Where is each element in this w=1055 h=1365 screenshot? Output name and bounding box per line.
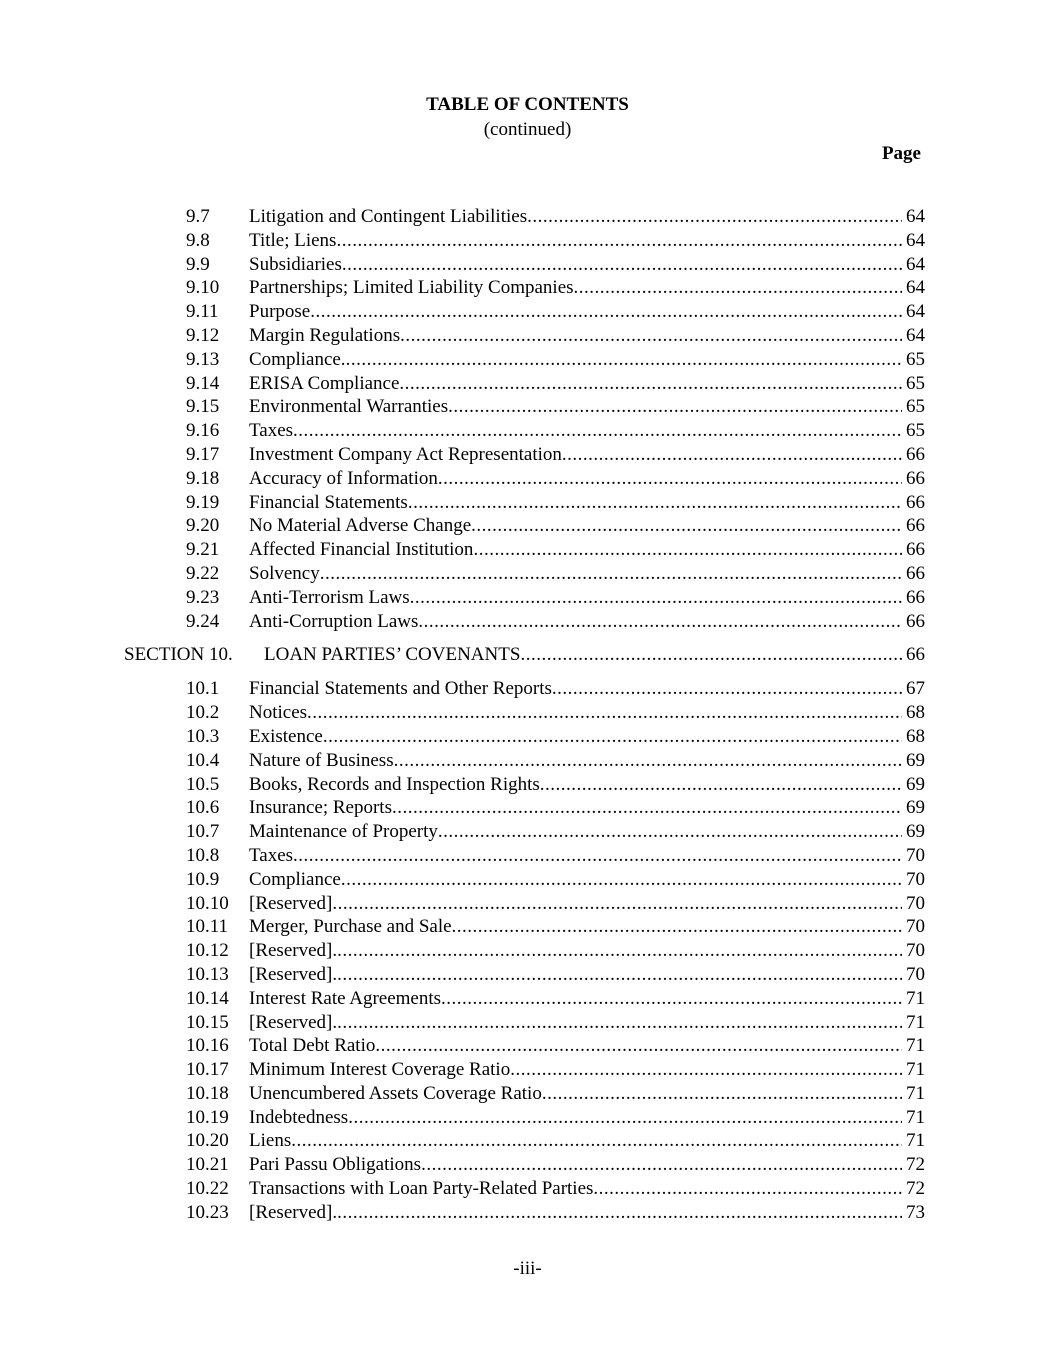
toc-entry-leader	[249, 773, 925, 797]
toc-entry[interactable]	[0, 844, 1055, 868]
dot-leader	[399, 372, 902, 396]
toc-entry-leader	[249, 1153, 925, 1177]
toc-entry-title: Environmental Warranties	[249, 396, 449, 418]
toc-entry[interactable]	[0, 491, 1055, 515]
toc-entry-leader	[249, 372, 925, 396]
toc-entry-leader	[249, 1106, 925, 1130]
toc-entry-leader	[249, 963, 925, 987]
dot-leader	[562, 443, 902, 467]
toc-entry-leader	[249, 796, 925, 820]
page-number-footer: -iii-	[513, 1258, 542, 1279]
dot-leader	[471, 514, 902, 538]
toc-entry-title: Purpose	[249, 301, 311, 323]
toc-entry-number: 9.19	[186, 491, 220, 513]
toc-entry[interactable]	[0, 514, 1055, 538]
toc-entry-leader	[249, 253, 925, 277]
toc-entry-leader	[249, 677, 925, 701]
toc-entry-number: 10.15	[186, 1011, 229, 1033]
toc-entry-page: 68	[902, 725, 925, 749]
toc-entry[interactable]	[0, 467, 1055, 491]
toc-entry-leader	[249, 1177, 925, 1201]
toc-entry-leader	[249, 324, 925, 348]
toc-entry-number: 10.13	[186, 963, 229, 985]
toc-entry-title: Nature of Business	[249, 749, 394, 771]
toc-entry-title: Insurance; Reports	[249, 797, 392, 819]
toc-entry-title: Existence	[249, 725, 323, 747]
toc-entry-number: 9.11	[186, 301, 219, 323]
toc-entry-page: 69	[902, 820, 925, 844]
toc-entry[interactable]	[0, 796, 1055, 820]
toc-entry[interactable]	[0, 963, 1055, 987]
toc-entry-page: 64	[902, 300, 925, 324]
toc-entry-page: 71	[902, 1106, 925, 1130]
toc-entry-page: 71	[902, 1034, 925, 1058]
toc-entry-number: 10.8	[186, 844, 220, 866]
dot-leader	[320, 562, 902, 586]
toc-entry-title: Taxes	[249, 844, 294, 866]
toc-entry-number: 9.10	[186, 277, 220, 299]
dot-leader	[394, 749, 902, 773]
dot-leader	[574, 276, 902, 300]
dot-leader	[342, 253, 902, 277]
toc-entry[interactable]	[0, 701, 1055, 725]
toc-entry-number: 9.15	[186, 396, 220, 418]
toc-section-heading[interactable]	[0, 643, 1055, 667]
toc-entry-page: 71	[902, 987, 925, 1011]
toc-entry-title: Books, Records and Inspection Rights	[249, 773, 540, 795]
toc-entry-page: 64	[902, 253, 925, 277]
toc-entry-title: Litigation and Contingent Liabilities	[249, 206, 528, 227]
toc-entry-title: Pari Passu Obligations	[249, 1154, 422, 1176]
toc-entry-page: 70	[902, 868, 925, 892]
toc-entry-leader	[249, 749, 925, 773]
toc-entry-title: ERISA Compliance	[249, 372, 400, 394]
toc-entry-title: Margin Regulations	[249, 324, 401, 346]
dot-leader	[337, 1201, 902, 1225]
toc-entry[interactable]	[0, 892, 1055, 916]
toc-entry-page: 70	[902, 844, 925, 868]
toc-entry-number: 10.2	[186, 702, 220, 724]
toc-entry-page: 65	[902, 419, 925, 443]
toc-entry[interactable]	[0, 820, 1055, 844]
toc-entry-number: 10.10	[186, 892, 229, 914]
toc-entry-leader	[249, 892, 925, 916]
toc-entry-title: Transactions with Loan Party-Related Parties	[249, 1178, 594, 1200]
dot-leader	[323, 725, 902, 749]
toc-entry-title: Financial Statements	[249, 491, 408, 513]
toc-entry-number: 9.20	[186, 515, 220, 537]
dot-leader	[438, 467, 902, 491]
toc-entry-number: 9.23	[186, 586, 220, 608]
dot-leader	[410, 586, 902, 610]
toc-entry-page: 66	[902, 443, 925, 467]
toc-entry-title: Total Debt Ratio	[249, 1035, 376, 1057]
toc-entry-title: Compliance	[249, 868, 341, 890]
toc-entry-leader	[249, 610, 925, 634]
toc-entry-page: 66	[902, 562, 925, 586]
toc-entry-page: 71	[902, 1129, 925, 1153]
toc-entry-leader	[249, 467, 925, 491]
toc-entry-leader	[249, 586, 925, 610]
toc-entry-title: Affected Financial Institution	[249, 539, 474, 561]
toc-entry-leader	[264, 643, 925, 667]
toc-entry-number: 10.12	[186, 940, 229, 962]
toc-entry-page: 66	[902, 643, 925, 667]
toc-entry-leader	[249, 562, 925, 586]
toc-entry-title: Solvency	[249, 562, 320, 584]
toc-entry-leader	[249, 1129, 925, 1153]
toc-entry-number: 9.17	[186, 443, 220, 465]
toc-entry-number: 10.22	[186, 1178, 229, 1200]
toc-entry-page: 66	[902, 467, 925, 491]
toc-entry-number: 9.14	[186, 372, 220, 394]
dot-leader	[400, 324, 902, 348]
toc-entry[interactable]	[0, 348, 1055, 372]
dot-leader	[375, 1034, 902, 1058]
dot-leader	[438, 820, 902, 844]
toc-title: TABLE OF CONTENTS	[426, 94, 629, 115]
toc-entry-title: Unencumbered Assets Coverage Ratio	[249, 1082, 542, 1104]
toc-entry-page: 66	[902, 538, 925, 562]
toc-entry-number: 9.9	[186, 253, 210, 275]
toc-entry-page: 65	[902, 372, 925, 396]
dot-leader	[441, 987, 902, 1011]
dot-leader	[310, 300, 902, 324]
toc-entry[interactable]	[0, 300, 1055, 324]
toc-entry-leader	[249, 939, 925, 963]
toc-entry-number: 9.8	[186, 229, 210, 251]
toc-entry-title: No Material Adverse Change	[249, 515, 472, 537]
toc-entry-leader	[249, 205, 925, 229]
toc-entry-leader	[249, 348, 925, 372]
toc-entry-leader	[249, 1201, 925, 1225]
toc-entry-number: 9.16	[186, 420, 220, 442]
toc-entry-leader	[249, 538, 925, 562]
toc-entry-leader	[249, 820, 925, 844]
toc-entry[interactable]	[0, 205, 1055, 229]
toc-entry-leader	[249, 419, 925, 443]
toc-entry-page: 64	[902, 229, 925, 253]
toc-entry-page: 69	[902, 773, 925, 797]
dot-leader	[336, 229, 902, 253]
toc-entry-number: 10.1	[186, 678, 220, 700]
toc-entry[interactable]	[0, 253, 1055, 277]
dot-leader	[293, 844, 902, 868]
toc-entry-title: Merger, Purchase and Sale	[249, 916, 452, 938]
dot-leader	[341, 868, 902, 892]
toc-entry-number: 9.12	[186, 324, 220, 346]
toc-entry[interactable]	[0, 324, 1055, 348]
toc-entry-leader	[249, 701, 925, 725]
dot-leader	[452, 915, 902, 939]
toc-entry-number: 9.18	[186, 467, 220, 489]
toc-entry-leader	[249, 491, 925, 515]
toc-entry-page: 64	[902, 276, 925, 300]
toc-entry[interactable]	[0, 1034, 1055, 1058]
toc-entry-leader	[249, 915, 925, 939]
dot-leader	[520, 643, 902, 667]
toc-entry[interactable]	[0, 1011, 1055, 1035]
dot-leader	[542, 1082, 902, 1106]
toc-entry-number: 10.5	[186, 773, 220, 795]
toc-entry-leader	[249, 276, 925, 300]
toc-entry-page: 64	[902, 205, 925, 229]
toc-entry-number: 9.13	[186, 348, 220, 370]
toc-entry-number: 10.7	[186, 821, 220, 843]
toc-entry[interactable]	[0, 276, 1055, 300]
dot-leader	[408, 491, 902, 515]
toc-entry-title: LOAN PARTIES’ COVENANTS	[264, 644, 521, 666]
toc-entry-title: Investment Company Act Representation	[249, 443, 562, 465]
toc-entry-title: Accuracy of Information	[249, 467, 438, 489]
toc-entry-page: 70	[902, 892, 925, 916]
toc-entry-number: 10.23	[186, 1201, 229, 1223]
toc-entry[interactable]	[0, 1129, 1055, 1153]
toc-entry-leader	[249, 1011, 925, 1035]
dot-leader	[448, 395, 902, 419]
toc-entry-title: Maintenance of Property	[249, 821, 438, 843]
toc-entry-page: 67	[902, 677, 925, 701]
toc-entry-title: Taxes	[249, 420, 294, 442]
toc-entry-number: 10.18	[186, 1082, 229, 1104]
toc-entry-leader	[249, 1082, 925, 1106]
toc-entry-page: 68	[902, 701, 925, 725]
toc-entry-number: 10.17	[186, 1059, 229, 1081]
toc-entry[interactable]	[0, 1058, 1055, 1082]
toc-entry[interactable]	[0, 749, 1055, 773]
toc-entry[interactable]	[0, 915, 1055, 939]
toc-entry-page: 70	[902, 915, 925, 939]
toc-entry-page: 66	[902, 491, 925, 515]
toc-subtitle: (continued)	[483, 119, 572, 140]
toc-entry[interactable]	[0, 1153, 1055, 1177]
toc-entry-title: Anti-Terrorism Laws	[249, 586, 410, 608]
dot-leader	[593, 1177, 902, 1201]
toc-entry-leader	[249, 395, 925, 419]
dot-leader	[337, 939, 902, 963]
toc-entry-leader	[249, 844, 925, 868]
toc-entry-leader	[249, 229, 925, 253]
toc-entry[interactable]	[0, 610, 1055, 634]
toc-entry-number: 10.16	[186, 1035, 229, 1057]
toc-entry[interactable]	[0, 372, 1055, 396]
toc-entry[interactable]	[0, 725, 1055, 749]
toc-entry-title: [Reserved].	[249, 1201, 338, 1223]
dot-leader	[421, 1153, 902, 1177]
toc-entry-leader	[249, 1034, 925, 1058]
dot-leader	[346, 348, 902, 372]
toc-entry[interactable]	[0, 538, 1055, 562]
toc-entry-title: Indebtedness	[249, 1106, 349, 1128]
toc-entry-number: 10.19	[186, 1106, 229, 1128]
toc-entry-page: 72	[902, 1153, 925, 1177]
dot-leader	[552, 677, 902, 701]
toc-entry[interactable]	[0, 1082, 1055, 1106]
toc-entry-number: 9.22	[186, 562, 220, 584]
toc-entry[interactable]	[0, 1201, 1055, 1225]
dot-leader	[392, 796, 902, 820]
toc-entry-page: 64	[902, 324, 925, 348]
toc-entry-page: 65	[902, 348, 925, 372]
toc-entry-number: 10.21	[186, 1154, 229, 1176]
toc-entry-number: 10.20	[186, 1130, 229, 1152]
dot-leader	[291, 1129, 902, 1153]
toc-entry-title: Minimum Interest Coverage Ratio	[249, 1059, 511, 1081]
toc-entry[interactable]	[0, 443, 1055, 467]
toc-entry-leader	[249, 725, 925, 749]
toc-entry[interactable]	[0, 939, 1055, 963]
toc-entry[interactable]	[0, 987, 1055, 1011]
toc-entry[interactable]	[0, 419, 1055, 443]
toc-entry-number: 9.7	[186, 206, 210, 227]
toc-entry-number: 10.11	[186, 916, 229, 938]
toc-entry-page: 70	[902, 963, 925, 987]
toc-entry[interactable]	[0, 773, 1055, 797]
dot-leader	[527, 205, 902, 229]
dot-leader	[418, 610, 902, 634]
page-column-label: Page	[881, 143, 921, 164]
toc-entry-page: 71	[902, 1082, 925, 1106]
toc-entry-number: 10.4	[186, 749, 220, 771]
toc-entry[interactable]	[0, 562, 1055, 586]
toc-entry-leader	[249, 514, 925, 538]
dot-leader	[337, 1011, 902, 1035]
toc-entry-title: Notices	[249, 702, 308, 724]
toc-entry-title: Interest Rate Agreements	[249, 987, 442, 1009]
dot-leader	[540, 773, 902, 797]
toc-entry-page: 71	[902, 1011, 925, 1035]
toc-entry-page: 65	[902, 395, 925, 419]
toc-entry-page: 70	[902, 939, 925, 963]
toc-entry-leader	[249, 300, 925, 324]
dot-leader	[348, 1106, 902, 1130]
toc-entry-page: 69	[902, 796, 925, 820]
toc-entry-title: [Reserved].	[249, 963, 338, 985]
toc-entry-page: 71	[902, 1058, 925, 1082]
toc-list	[0, 205, 1055, 1225]
toc-entry[interactable]	[0, 229, 1055, 253]
toc-entry-leader	[249, 1058, 925, 1082]
dot-leader	[332, 892, 902, 916]
toc-entry-title: [Reserved]	[249, 892, 333, 914]
toc-entry-page: 73	[902, 1201, 925, 1225]
toc-entry-leader	[249, 987, 925, 1011]
toc-entry-leader	[249, 443, 925, 467]
dot-leader	[337, 963, 902, 987]
toc-entry-number: 10.9	[186, 868, 220, 890]
toc-entry-number: 9.24	[186, 610, 220, 632]
dot-leader	[307, 701, 902, 725]
toc-entry-number: 10.3	[186, 725, 220, 747]
toc-entry-number: 9.21	[186, 539, 220, 561]
toc-entry-number: 10.14	[186, 987, 229, 1009]
toc-entry-page: 66	[902, 610, 925, 634]
dot-leader	[473, 538, 902, 562]
toc-entry-title: [Reserved].	[249, 1011, 338, 1033]
toc-entry-title: Liens	[249, 1130, 292, 1152]
toc-entry-title: Compliance.	[249, 348, 346, 370]
toc-entry-page: 72	[902, 1177, 925, 1201]
toc-entry[interactable]	[0, 1177, 1055, 1201]
toc-entry-title: Title; Liens	[249, 229, 337, 251]
toc-entry-title: Financial Statements and Other Reports	[249, 678, 552, 700]
toc-entry-leader	[249, 868, 925, 892]
toc-entry[interactable]	[0, 586, 1055, 610]
toc-entry-title: [Reserved].	[249, 940, 338, 962]
toc-entry[interactable]	[0, 395, 1055, 419]
toc-entry[interactable]	[0, 1106, 1055, 1130]
dot-leader	[293, 419, 902, 443]
toc-entry-page: 66	[902, 586, 925, 610]
toc-entry-title: Anti-Corruption Laws	[249, 610, 419, 632]
toc-entry-number: SECTION 10.	[124, 644, 233, 666]
toc-entry-title: Subsidiaries	[249, 253, 342, 275]
toc-entry-number: 10.6	[186, 797, 220, 819]
toc-entry-title: Partnerships; Limited Liability Companies	[249, 277, 574, 299]
toc-entry-page: 66	[902, 514, 925, 538]
toc-entry-page: 69	[902, 749, 925, 773]
toc-entry[interactable]	[0, 677, 1055, 701]
toc-entry[interactable]	[0, 868, 1055, 892]
dot-leader	[510, 1058, 902, 1082]
